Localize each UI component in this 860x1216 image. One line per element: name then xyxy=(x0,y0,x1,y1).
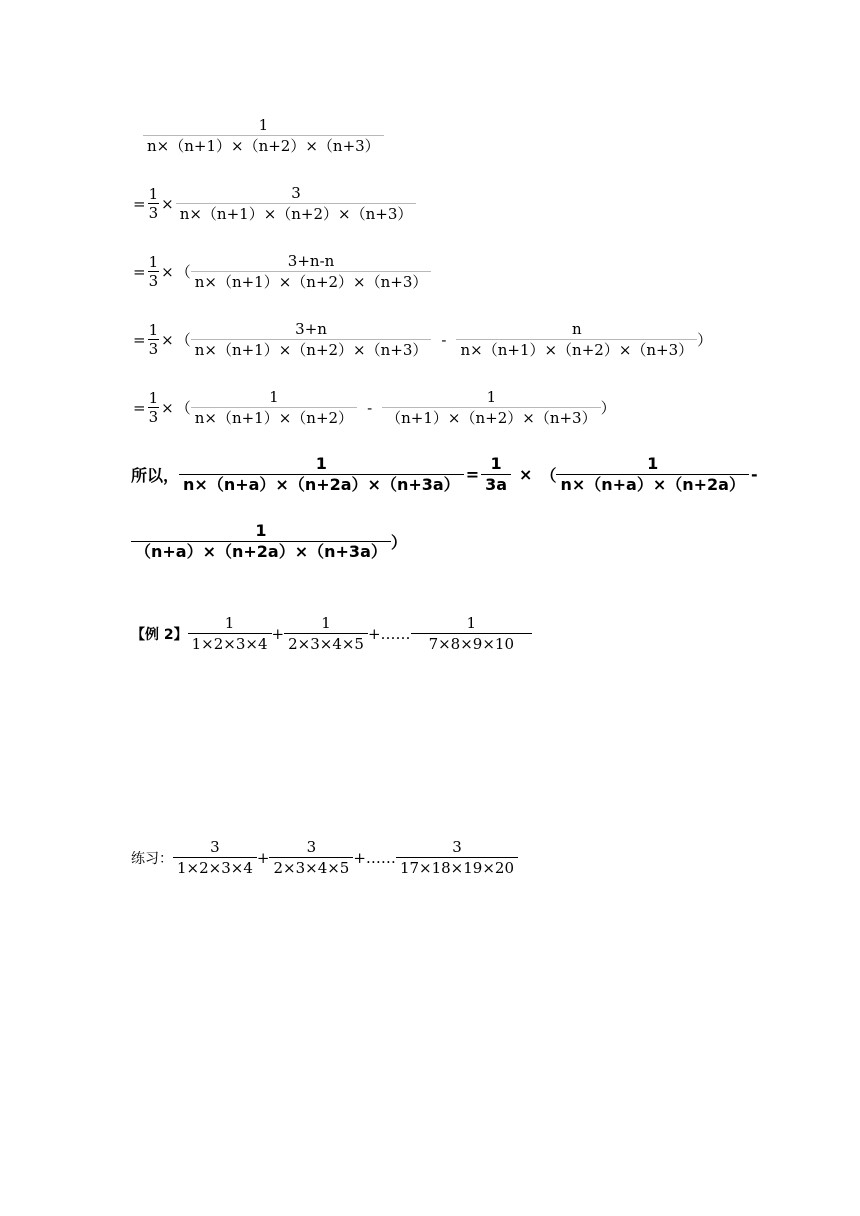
practice xyxy=(131,838,518,877)
times-sign: × xyxy=(161,330,174,349)
denominator: 3 xyxy=(148,340,159,358)
plus-sign: + xyxy=(271,624,285,643)
times-sign: × xyxy=(161,262,174,281)
plus-sign: + xyxy=(256,848,270,867)
conclusion-line-2 xyxy=(131,522,407,561)
denominator: 2×3×4×5 xyxy=(284,633,368,653)
numerator: 1 xyxy=(315,454,327,473)
open-paren: （ xyxy=(175,331,191,349)
times-sign: × xyxy=(161,194,174,213)
conclusion-line xyxy=(131,455,760,494)
numerator: 1 xyxy=(269,388,279,406)
denominator: 3 xyxy=(148,204,159,222)
numerator: 1 xyxy=(647,454,659,473)
numerator: 3+n-n xyxy=(287,252,335,270)
numerator: 1 xyxy=(148,185,159,203)
minus-sign: - xyxy=(367,398,373,417)
fraction xyxy=(269,838,353,877)
fraction xyxy=(456,320,697,359)
fraction xyxy=(173,838,257,877)
minus-sign: - xyxy=(441,330,447,349)
one-third xyxy=(148,321,160,358)
numerator: 3 xyxy=(306,838,317,856)
fraction xyxy=(188,614,272,653)
plus-ellipsis: +…… xyxy=(367,624,411,643)
denominator: 2×3×4×5 xyxy=(269,857,353,877)
numerator: 1 xyxy=(255,521,267,540)
fraction xyxy=(396,838,518,877)
denominator: n×（n+a）×（n+2a）×（n+3a） xyxy=(179,474,464,494)
numerator: 1 xyxy=(490,454,502,473)
example-label: 【例 2】 xyxy=(131,626,188,643)
fraction xyxy=(382,388,600,427)
practice-label: 练习： xyxy=(131,850,173,867)
fraction xyxy=(284,614,368,653)
numerator: 1 xyxy=(258,116,269,134)
denominator: 3 xyxy=(148,408,159,426)
denominator: n×（n+1）×（n+2）×（n+3） xyxy=(143,135,384,155)
times-sign: × xyxy=(519,465,533,484)
denominator: （n+a）×（n+2a）×（n+3a） xyxy=(131,541,391,561)
example-2 xyxy=(131,614,532,653)
step-3 xyxy=(131,320,712,359)
coefficient-fraction xyxy=(481,455,511,494)
denominator: n×（n+1）×（n+2）×（n+3） xyxy=(176,203,417,223)
equals-sign: = xyxy=(133,330,146,349)
denominator: n×（n+1）×（n+2） xyxy=(191,407,357,427)
numerator: 1 xyxy=(466,614,477,632)
close-paren: ） xyxy=(600,399,616,417)
conclusion-left-fraction xyxy=(179,455,464,494)
numerator: 1 xyxy=(224,614,235,632)
conclusion-term-a xyxy=(556,455,749,494)
numerator: n xyxy=(571,320,582,338)
step-4 xyxy=(131,388,616,427)
numerator: 3 xyxy=(291,184,301,202)
step-1 xyxy=(131,184,416,223)
denominator: 3 xyxy=(148,272,159,290)
denominator: 1×2×3×4 xyxy=(173,857,257,877)
numerator: 1 xyxy=(486,388,497,406)
close-paren: ） xyxy=(697,331,713,349)
minus-sign: - xyxy=(750,465,758,484)
denominator: n×（n+1）×（n+2）×（n+3） xyxy=(191,339,432,359)
step-2 xyxy=(131,252,431,291)
denominator: n×（n+1）×（n+2）×（n+3） xyxy=(456,339,697,359)
denominator: n×（n+a）×（n+2a） xyxy=(556,474,749,494)
numerator: 1 xyxy=(321,614,331,632)
numerator: 3+n xyxy=(295,320,327,338)
denominator: n×（n+1）×（n+2）×（n+3） xyxy=(191,271,432,291)
numerator: 3 xyxy=(210,838,220,856)
conclusion-term-b xyxy=(131,522,391,561)
equals-sign: = xyxy=(133,194,146,213)
close-paren: ） xyxy=(390,533,407,552)
fraction xyxy=(191,388,357,427)
denominator: 17×18×19×20 xyxy=(396,857,518,877)
one-third xyxy=(148,185,160,222)
times-sign: × xyxy=(161,398,174,417)
plus-ellipsis: +…… xyxy=(353,848,396,867)
fraction xyxy=(191,320,432,359)
open-paren: （ xyxy=(175,263,191,281)
fraction xyxy=(176,184,417,223)
fraction xyxy=(143,116,384,155)
equals-sign: = xyxy=(133,262,146,281)
denominator: 1×2×3×4 xyxy=(188,633,272,653)
fraction xyxy=(191,252,432,291)
open-paren: （ xyxy=(540,466,557,485)
conclusion-prefix: 所以， xyxy=(131,466,180,485)
one-third xyxy=(148,253,160,290)
numerator: 1 xyxy=(148,389,159,407)
fraction xyxy=(411,614,532,653)
denominator: （n+1）×（n+2）×（n+3） xyxy=(382,407,600,427)
one-third xyxy=(148,389,160,426)
step-0 xyxy=(143,116,384,155)
equals-sign: = xyxy=(133,398,146,417)
numerator: 3 xyxy=(452,838,462,856)
denominator: 3a xyxy=(481,474,511,494)
equals-sign: = xyxy=(465,465,480,484)
numerator: 1 xyxy=(148,321,159,339)
open-paren: （ xyxy=(175,399,191,417)
denominator: 7×8×9×10 xyxy=(411,633,532,653)
numerator: 1 xyxy=(148,253,159,271)
